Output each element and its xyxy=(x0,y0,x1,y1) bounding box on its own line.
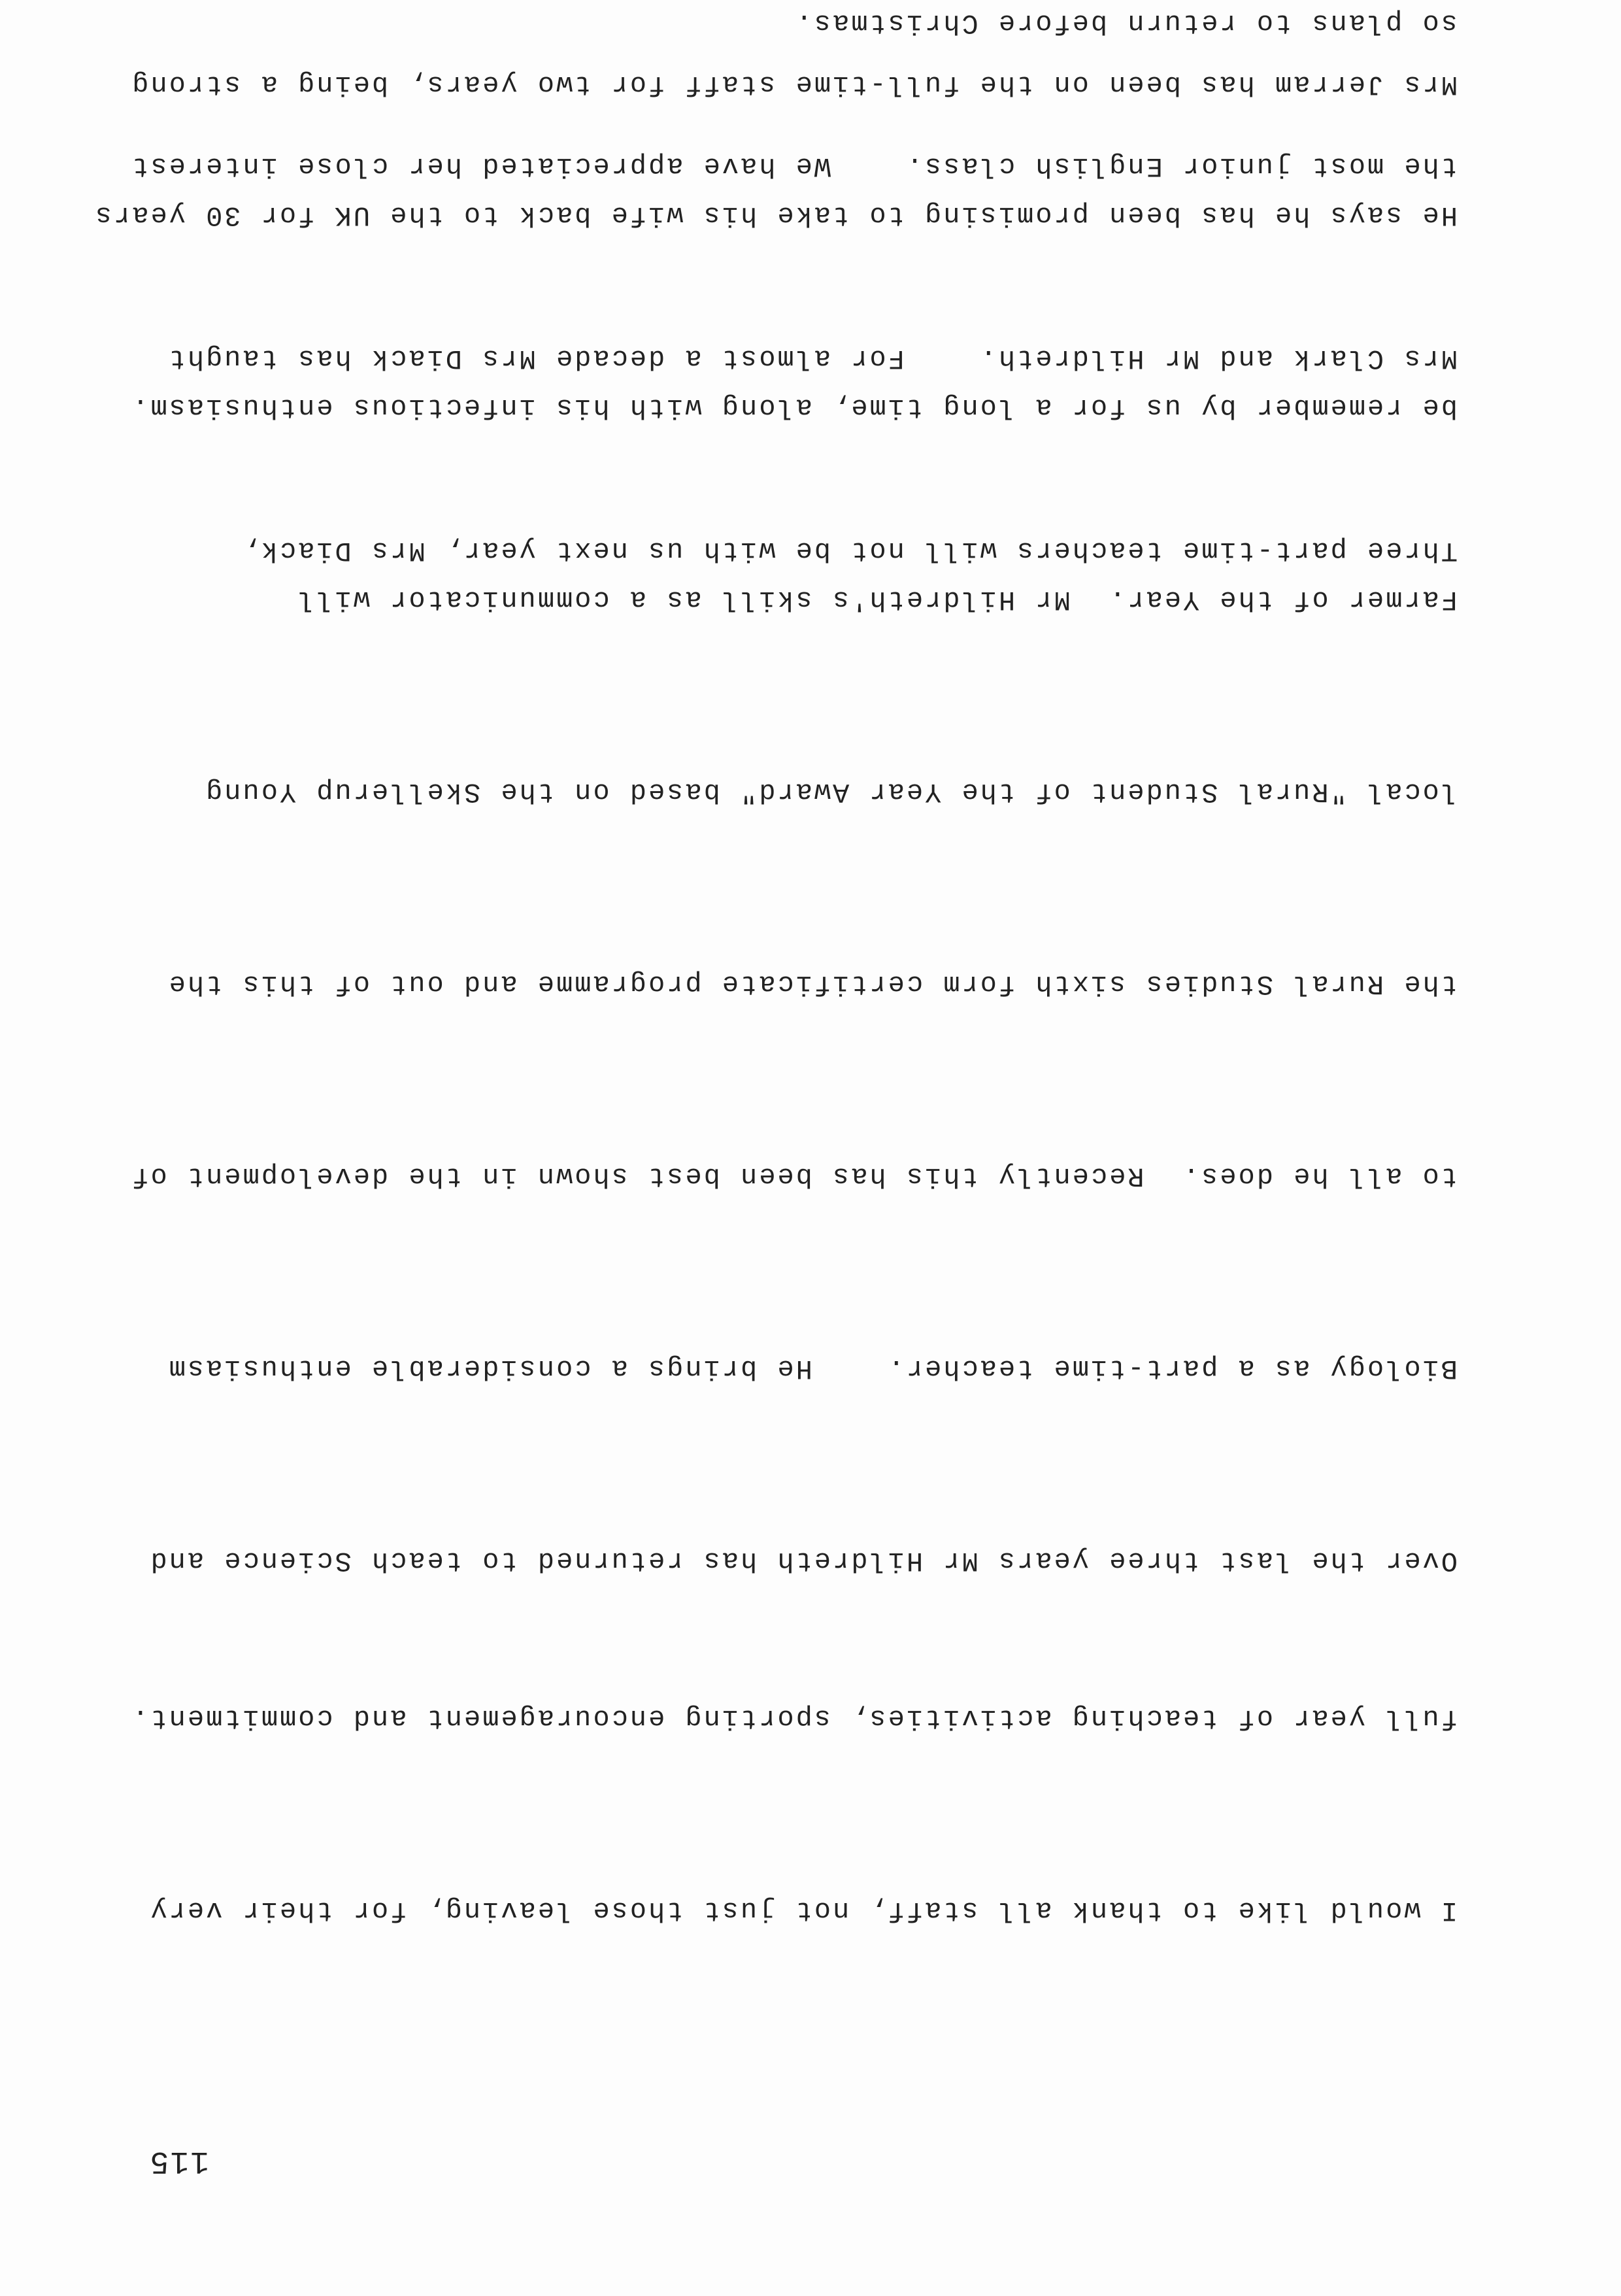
text-line: be remember by us for a long time, along with his infectious enthusiasm. xyxy=(130,392,1458,423)
text-line: to all he does. Recently this has been best shown in the development of xyxy=(130,1160,1458,1192)
text-line: Three part-time teachers will not be with us next year, Mrs Diack, xyxy=(241,535,1458,566)
text-line: He says he has been promising to take his wife back to the UK for 30 years xyxy=(93,199,1458,231)
text-line: Farmer of the Year. Mr Hildreth's skill as a communicator will xyxy=(296,584,1458,615)
text-line: the Rural Studies sixth form certificate programme and out of this the xyxy=(167,968,1458,1000)
text-line: Over the last three years Mr Hildreth has returned to teach Science and xyxy=(148,1545,1458,1576)
text-line: local "Rural Student of the Year Award" based on the Skellerup Young xyxy=(204,776,1458,807)
text-line: the most junior English class. We have appreciated her close interest xyxy=(130,150,1458,182)
text-line: so plans to return before Christmas. xyxy=(794,7,1458,39)
text-line: I would like to thank all staff, not just those leaving, for their very xyxy=(148,1895,1458,1926)
text-line: Mrs Clark and Mr Hildreth. For almost a decade Mrs Diack has taught xyxy=(167,343,1458,374)
text-line: Mrs Jerram has been on the full-time staff for two years, being a strong xyxy=(130,69,1458,100)
text-line: Biology as a part-time teacher. He brings a considerable enthusiasm xyxy=(167,1353,1458,1384)
text-line: full year of teaching activities, sporting encouragement and commitment. xyxy=(130,1702,1458,1734)
page-number: 115 xyxy=(148,2143,209,2178)
paragraph-jerram xyxy=(93,0,1458,245)
